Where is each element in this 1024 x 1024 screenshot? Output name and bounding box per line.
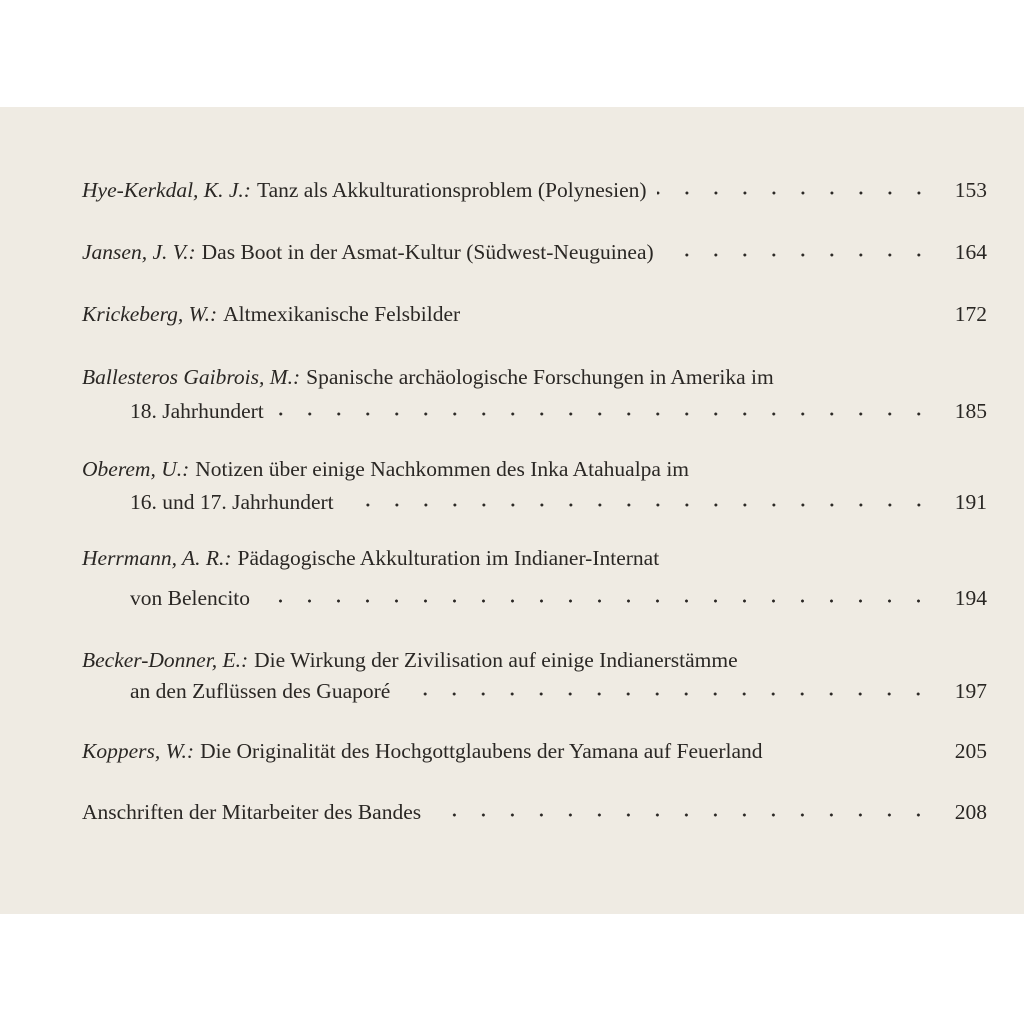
toc-entry bbox=[82, 455, 942, 483]
toc-title: Die Originalität des Hochgottglaubens der Yamana auf Feuerland bbox=[200, 739, 763, 763]
toc-page-number: 185 bbox=[954, 399, 987, 423]
toc-entry-continuation bbox=[130, 677, 987, 705]
dot-leader bbox=[274, 411, 933, 417]
dot-leader bbox=[400, 691, 933, 697]
toc-title: Tanz als Akkulturationsproblem (Polynesien) bbox=[256, 178, 647, 202]
toc-entry-continuation bbox=[130, 584, 987, 612]
toc-entry bbox=[82, 737, 987, 765]
toc-page-number: 164 bbox=[954, 240, 987, 264]
toc-title: Notizen über einige Nachkommen des Inka Atahualpa im bbox=[195, 457, 690, 481]
toc-page-number: 194 bbox=[954, 586, 987, 610]
toc-title: Anschriften der Mitarbeiter des Bandes bbox=[82, 800, 422, 824]
toc-author: Ballesteros Gaibrois, M.: bbox=[82, 365, 301, 389]
toc-title: Pädagogische Akkulturation im Indianer-Internat bbox=[237, 546, 660, 570]
toc-entry bbox=[82, 363, 942, 391]
toc-entry bbox=[82, 798, 987, 826]
toc-author: Krickeberg, W.: bbox=[82, 302, 218, 326]
toc-entry-continuation bbox=[130, 397, 987, 425]
toc-title: Altmexikanische Felsbilder bbox=[223, 302, 461, 326]
toc-title: 16. und 17. Jahrhundert bbox=[130, 490, 334, 514]
toc-title: 18. Jahrhundert bbox=[130, 399, 264, 423]
dot-leader bbox=[657, 190, 933, 196]
toc-title: Die Wirkung der Zivilisation auf einige Indianerstämme bbox=[254, 648, 738, 672]
toc-page-number: 208 bbox=[954, 800, 987, 824]
toc-author: Becker-Donner, E.: bbox=[82, 648, 249, 672]
dot-leader bbox=[431, 812, 933, 818]
toc-page-number: 172 bbox=[954, 302, 987, 326]
toc-author: Jansen, J. V.: bbox=[82, 240, 196, 264]
toc-page-number: 205 bbox=[954, 739, 987, 763]
document-page bbox=[0, 107, 1024, 914]
dot-leader bbox=[664, 252, 933, 258]
toc-author: Herrmann, A. R.: bbox=[82, 546, 232, 570]
toc-page-number: 191 bbox=[954, 490, 987, 514]
toc-entry bbox=[82, 544, 987, 572]
toc-page-number: 197 bbox=[954, 679, 987, 703]
toc-entry bbox=[82, 238, 987, 266]
toc-author: Oberem, U.: bbox=[82, 457, 190, 481]
dot-leader bbox=[260, 598, 933, 604]
toc-author: Koppers, W.: bbox=[82, 739, 195, 763]
toc-author: Hye-Kerkdal, K. J.: bbox=[82, 178, 251, 202]
toc-title: Das Boot in der Asmat-Kultur (Südwest-Neuguinea) bbox=[201, 240, 654, 264]
toc-page-number: 153 bbox=[954, 178, 987, 202]
dot-leader bbox=[344, 502, 933, 508]
toc-title: an den Zuflüssen des Guaporé bbox=[130, 679, 391, 703]
toc-title: von Belencito bbox=[130, 586, 251, 610]
toc-entry bbox=[82, 176, 987, 204]
toc-entry bbox=[82, 646, 942, 674]
toc-title: Spanische archäologische Forschungen in Amerika im bbox=[306, 365, 774, 389]
toc-entry-continuation bbox=[130, 488, 987, 516]
toc-entry bbox=[82, 300, 987, 328]
